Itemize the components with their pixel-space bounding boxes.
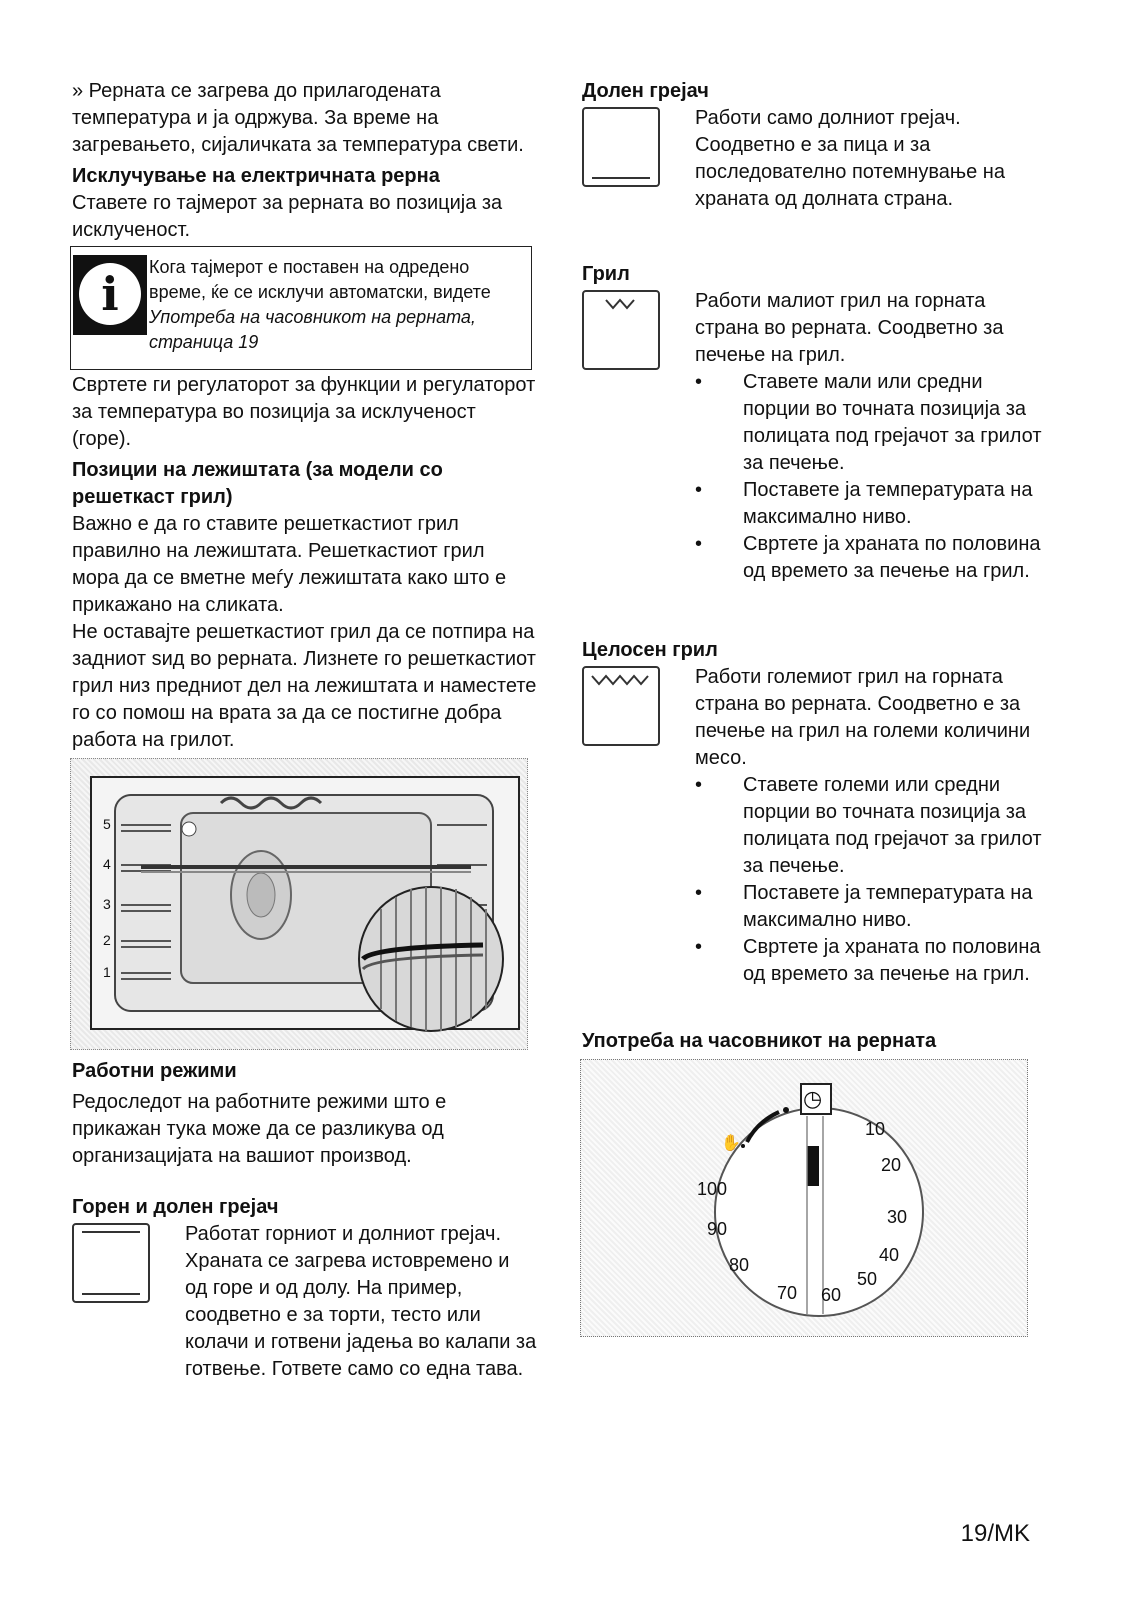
- timer-mark-60: 60: [821, 1285, 842, 1305]
- top-bottom-text: Работат горниот и долниот грејач. Храната се загрева истовремено и од горе и од долу. На пример, соодветно е за торти, тесто или колачи и готвени јадења во калапи за готвење. Гответе само со една тава.: [185, 1223, 537, 1380]
- full-grill-text: Работи големиот грил на горната страна во рерната. Соодветно е за печење на грил на големи количини месо.: [695, 666, 1031, 769]
- timer-mark-30: 30: [887, 1207, 908, 1227]
- shelf-level-4: 4: [103, 856, 111, 872]
- list-item: • Поставете ја температурата на максимално ниво.: [695, 477, 1052, 531]
- list-item: • Поставете ја температурата на максимално ниво.: [695, 880, 1052, 934]
- modes-heading: Работни режими: [72, 1060, 237, 1082]
- timer-mark-70: 70: [777, 1283, 798, 1303]
- small-grill-icon: [582, 290, 660, 370]
- grill-bullets: [695, 369, 1052, 585]
- timer-figure: [580, 1059, 1028, 1337]
- right-column: [582, 78, 1052, 1337]
- list-item: • Свртете ја храната по половина од времето за печење на грил.: [695, 531, 1052, 585]
- note-text: Кога тајмерот е поставен на одредено време, ќе се исклучи автоматски, видете: [149, 257, 491, 302]
- timer-mark-100: 100: [697, 1179, 728, 1199]
- note-reference: Употреба на часовникот на рерната, страница 19: [149, 307, 476, 352]
- timer-mark-40: 40: [879, 1245, 900, 1265]
- grill-text: Работи малиот грил на горната страна во рерната. Соодветно за печење на грил.: [695, 290, 1004, 366]
- grill-heading: Грил: [582, 263, 630, 285]
- list-item: • Ставете мали или средни порции во точната позиција за полицата под грејачот за грилот за печење.: [695, 369, 1052, 477]
- top-bottom-mode: [72, 1221, 537, 1383]
- shelf-level-3: 3: [103, 896, 111, 912]
- modes-text: Редоследот на работните режими што е прикажан тука може да се разликува од организацијата на вашиот производ.: [72, 1091, 447, 1167]
- page-number: 19/MK: [960, 1520, 1030, 1547]
- oven-off-heading: Исклучување на електричната рерна: [72, 165, 440, 187]
- timer-mark-20: 20: [881, 1155, 902, 1175]
- left-column: [72, 78, 537, 1383]
- bottom-heater-text: Работи само долниот грејач. Соодветно е за пица и за последователно потемнување на храната од долната страна.: [695, 107, 1005, 210]
- bottom-heater-heading: Долен грејач: [582, 80, 709, 102]
- turn-knobs-text: Свртете ги регулаторот за функции и регулаторот за температура во позиција за исклученост (горе).: [72, 374, 536, 450]
- full-grill-heading: Целосен грил: [582, 639, 718, 661]
- clock-icon: ◷: [803, 1086, 823, 1111]
- top-bottom-heading: Горен и долен грејач: [72, 1196, 279, 1218]
- info-icon: i: [73, 255, 147, 335]
- full-grill-mode: [582, 664, 1052, 988]
- info-note: [70, 246, 532, 370]
- list-item: • Свртете ја храната по половина од времето за печење на грил.: [695, 934, 1052, 988]
- list-item: • Ставете големи или средни порции во точната позиција за полицата под грејачот за грилот за печење.: [695, 772, 1052, 880]
- shelf-level-1: 1: [103, 964, 111, 980]
- grill-mode: [582, 288, 1052, 585]
- shelf-paragraph-2: Не оставајте решеткастиот грил да се потпира на задниот ѕид во рерната. Лизнете го решеткастиот грил низ предниот дел на лежиштата и наместете го со помош на врата за да се постигне добра работа на грилот.: [72, 621, 537, 751]
- oven-shelf-figure: [70, 758, 528, 1050]
- timer-mark-50: 50: [857, 1269, 878, 1289]
- hand-icon: ✋: [721, 1135, 741, 1152]
- bottom-heater-icon: [582, 107, 660, 187]
- full-grill-icon: [582, 666, 660, 746]
- top-bottom-heater-icon: [72, 1223, 150, 1303]
- shelf-paragraph-1: Важно е да го ставите решеткастиот грил правилно на лежиштата. Решеткастиот грил мора да се вметне меѓу лежиштата како што е прикажано на сликата.: [72, 513, 507, 616]
- intro-paragraph: » Рерната се загрева до прилагодената температура и ја одржува. За време на загревањето, сијаличката за температура свети.: [72, 80, 524, 156]
- timer-mark-90: 90: [707, 1219, 728, 1239]
- bottom-heater-mode: [582, 105, 1052, 213]
- shelf-level-5: 5: [103, 816, 111, 832]
- timer-mark-10: 10: [865, 1119, 886, 1139]
- oven-off-text: Ставете го тајмерот за рерната во позиција за исклученост.: [72, 192, 503, 241]
- full-grill-bullets: [695, 772, 1052, 988]
- timer-mark-80: 80: [729, 1255, 750, 1275]
- timer-heading: Употреба на часовникот на рерната: [582, 1030, 937, 1052]
- shelf-heading: Позиции на лежиштата (за модели со решеткаст грил): [72, 459, 443, 508]
- shelf-level-2: 2: [103, 932, 111, 948]
